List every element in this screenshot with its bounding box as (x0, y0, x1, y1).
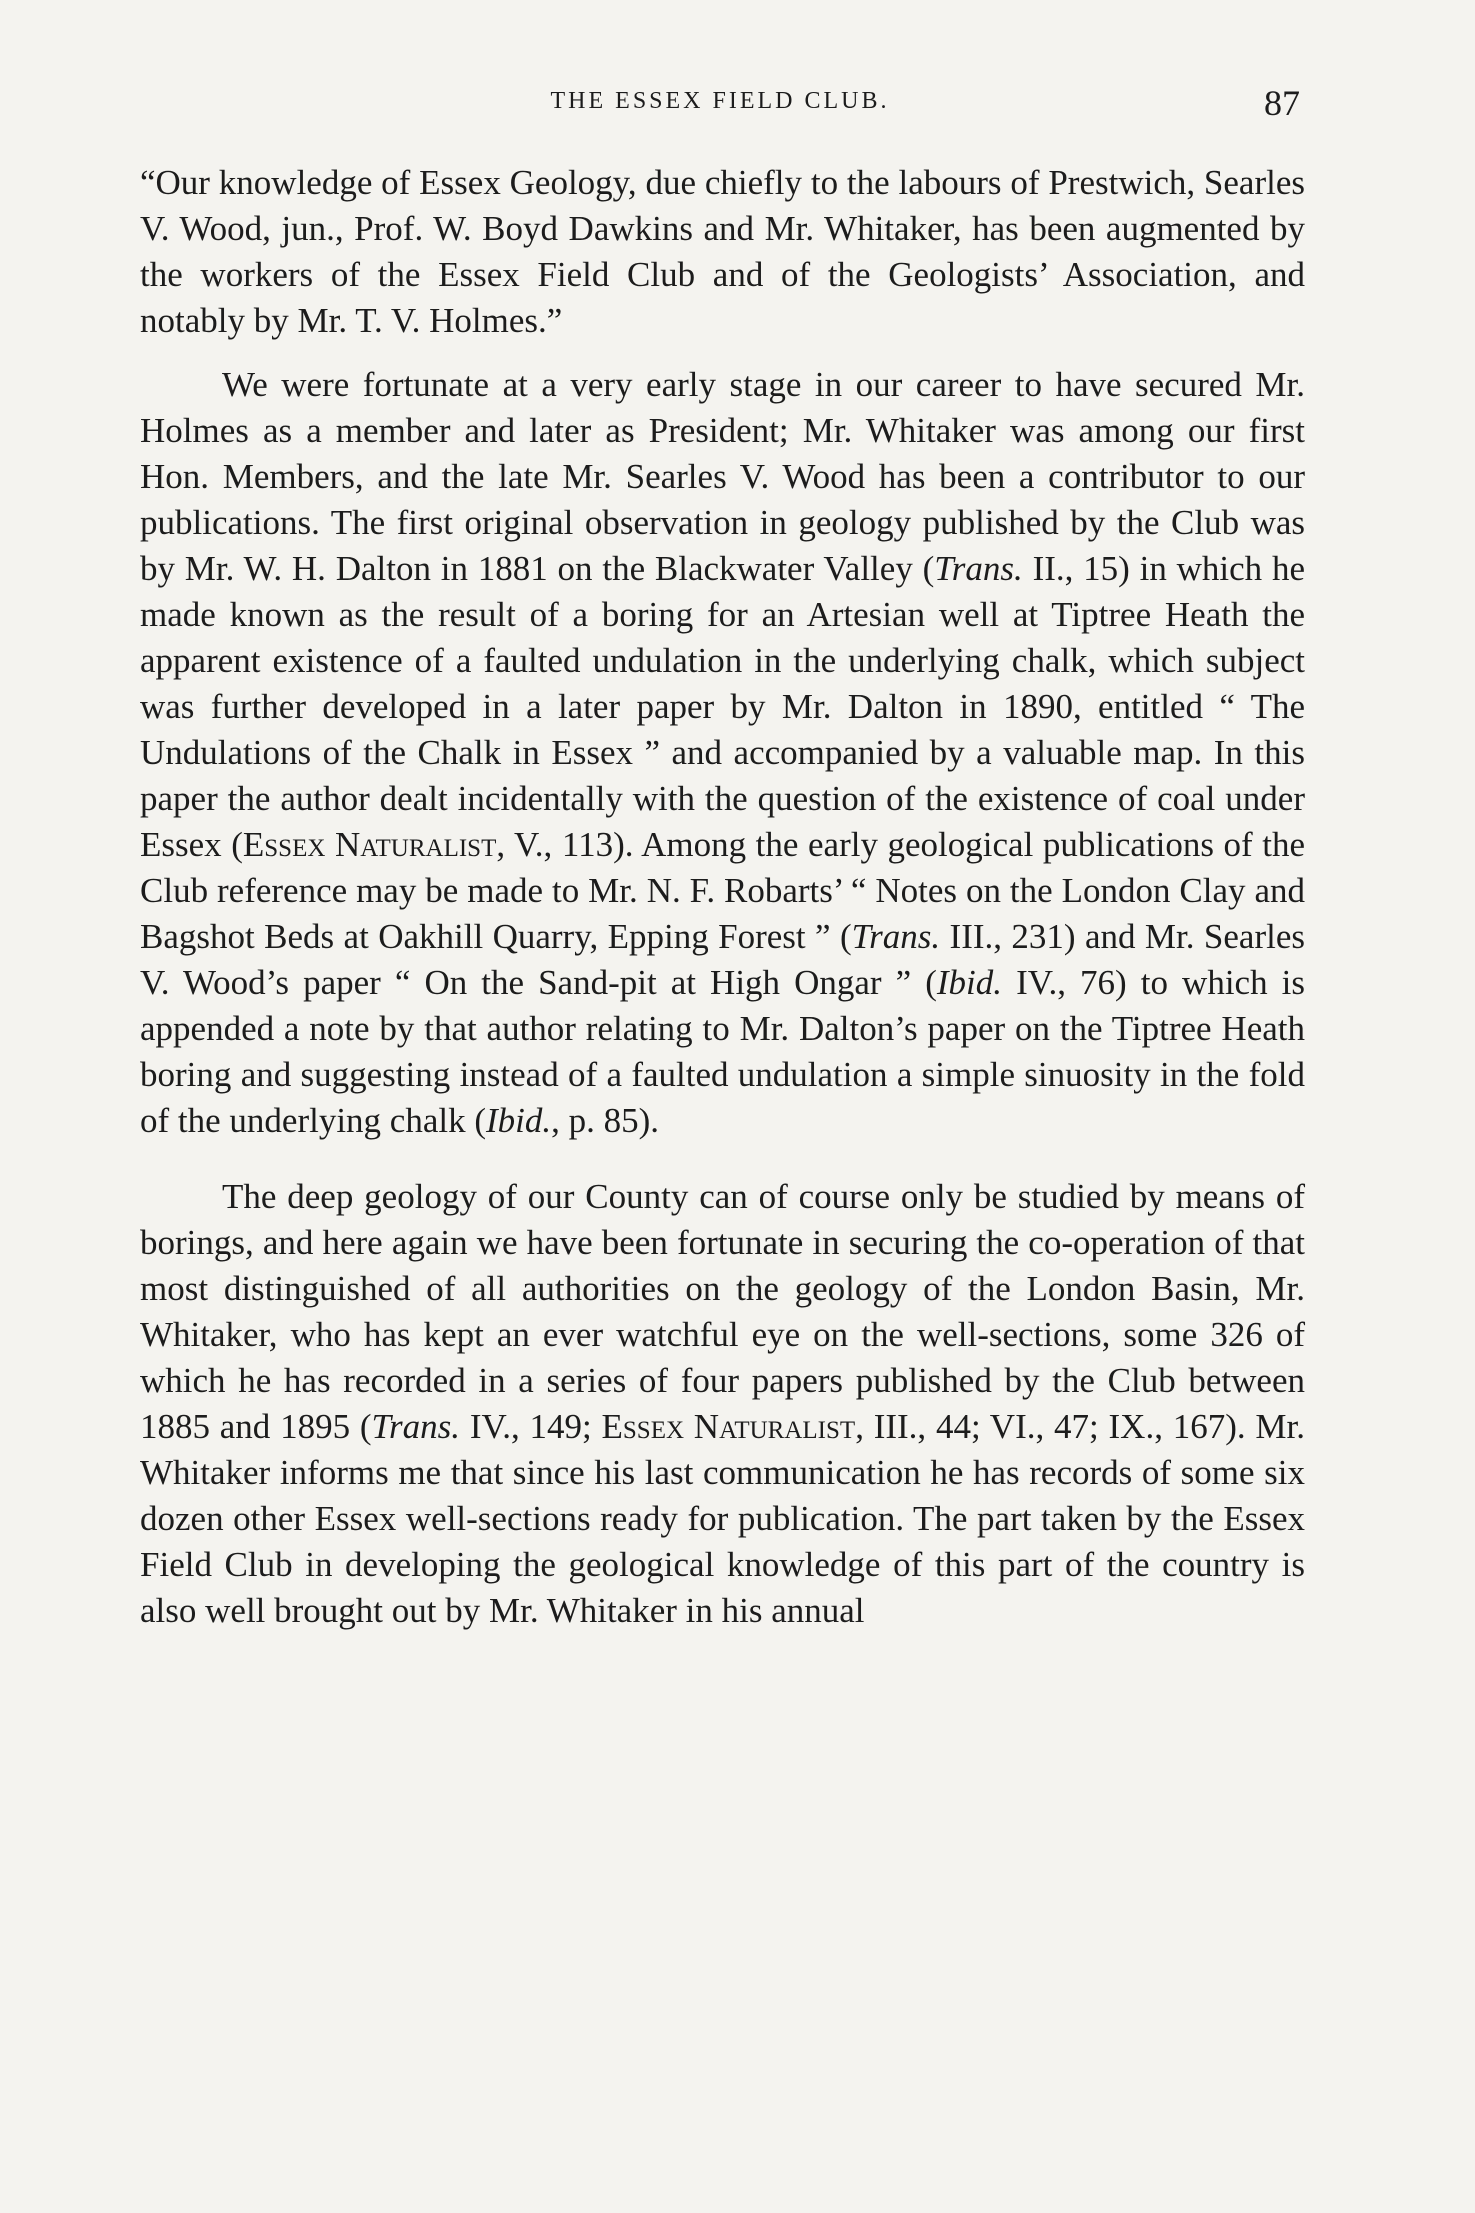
running-head-title: THE ESSEX FIELD CLUB. (550, 88, 890, 114)
text-run: Trans. (851, 917, 941, 956)
text-run: , V., 113). Among the early geological publications of the Club reference may be made to Mr. N. F. Robarts’ “ Notes on the London Clay and Bagshot Beds at Oakhill Quarry, Epping Forest ” ( (140, 825, 1306, 956)
page-number: 87 (1264, 83, 1300, 123)
text-run: Ibid. (936, 963, 1003, 1002)
text-run: Ibid. (486, 1101, 552, 1140)
text-run: We were fortunate at a very early stage in our career to have secured Mr. Holmes as a member and later as President; Mr. Whitaker was among our first Hon. Members, and the late Mr. Searles V. Wood has been a contributor to our publications. The first original observation in geology published by the Club was by Mr. W. H. Dalton in 1881 on the Blackwater Valley ( (140, 365, 1305, 588)
text-run: IV., 149; (460, 1407, 602, 1446)
text-run: “Our knowledge of Essex Geology, due chiefly to the labours of Prestwich, Searles V. Wood, jun., Prof. W. Boyd Dawkins and Mr. Whitaker, has been augmented by the workers of the Essex Field Club and of the Geologists’ Association, and notably by Mr. T. V. Holmes.” (140, 163, 1305, 340)
paragraph-deep-geology (140, 1174, 1305, 1634)
text-run: II., 15) in which he made known as the result of a boring for an Artesian well at Tiptree Heath the apparent existence of a faulted undulation in the underlying chalk, which subject was further developed in a later paper by Mr. Dalton in 1890, entitled “ The Undulations of the Chalk in Essex ” and accompanied by a valuable map. In this paper the author dealt incidentally with the question of the existence of coal under Essex ( (140, 549, 1305, 864)
text-run: Essex Naturalist (242, 825, 497, 864)
running-head (140, 83, 1300, 128)
text-run: , p. 85). (551, 1101, 660, 1140)
text-run: Trans. (371, 1407, 461, 1446)
text-run: Trans. (934, 549, 1023, 588)
paragraph-quote (140, 160, 1305, 344)
text-run: Essex Naturalist (601, 1407, 856, 1446)
text-run: III., 231) and Mr. Searles V. Wood’s paper “ On the Sand-pit at High Ongar ” ( (140, 917, 1305, 1002)
text-run: IV., 76) to which is appended a note by that author relating to Mr. Dalton’s paper on the Tiptree Heath boring and suggesting instead of a faulted undulation a simple sinuosity in the fold of the underlying chalk ( (140, 963, 1305, 1140)
text-run: , III., 44; VI., 47; IX., 167). Mr. Whitaker informs me that since his last communication he has records of some six dozen other Essex well-sections ready for publication. The part taken by the Essex Field Club in developing the geological knowledge of this part of the country is also well brought out by Mr. Whitaker in his annual (140, 1407, 1305, 1630)
text-run: The deep geology of our County can of course only be studied by means of borings, and here again we have been fortunate in securing the co-operation of that most distinguished of all authorities on the geology of the London Basin, Mr. Whitaker, who has kept an ever watchful eye on the well-sections, some 326 of which he has recorded in a series of four papers published by the Club between 1885 and 1895 ( (140, 1177, 1305, 1446)
paragraph-early-observations (140, 362, 1305, 1144)
body-text (140, 160, 1305, 1652)
